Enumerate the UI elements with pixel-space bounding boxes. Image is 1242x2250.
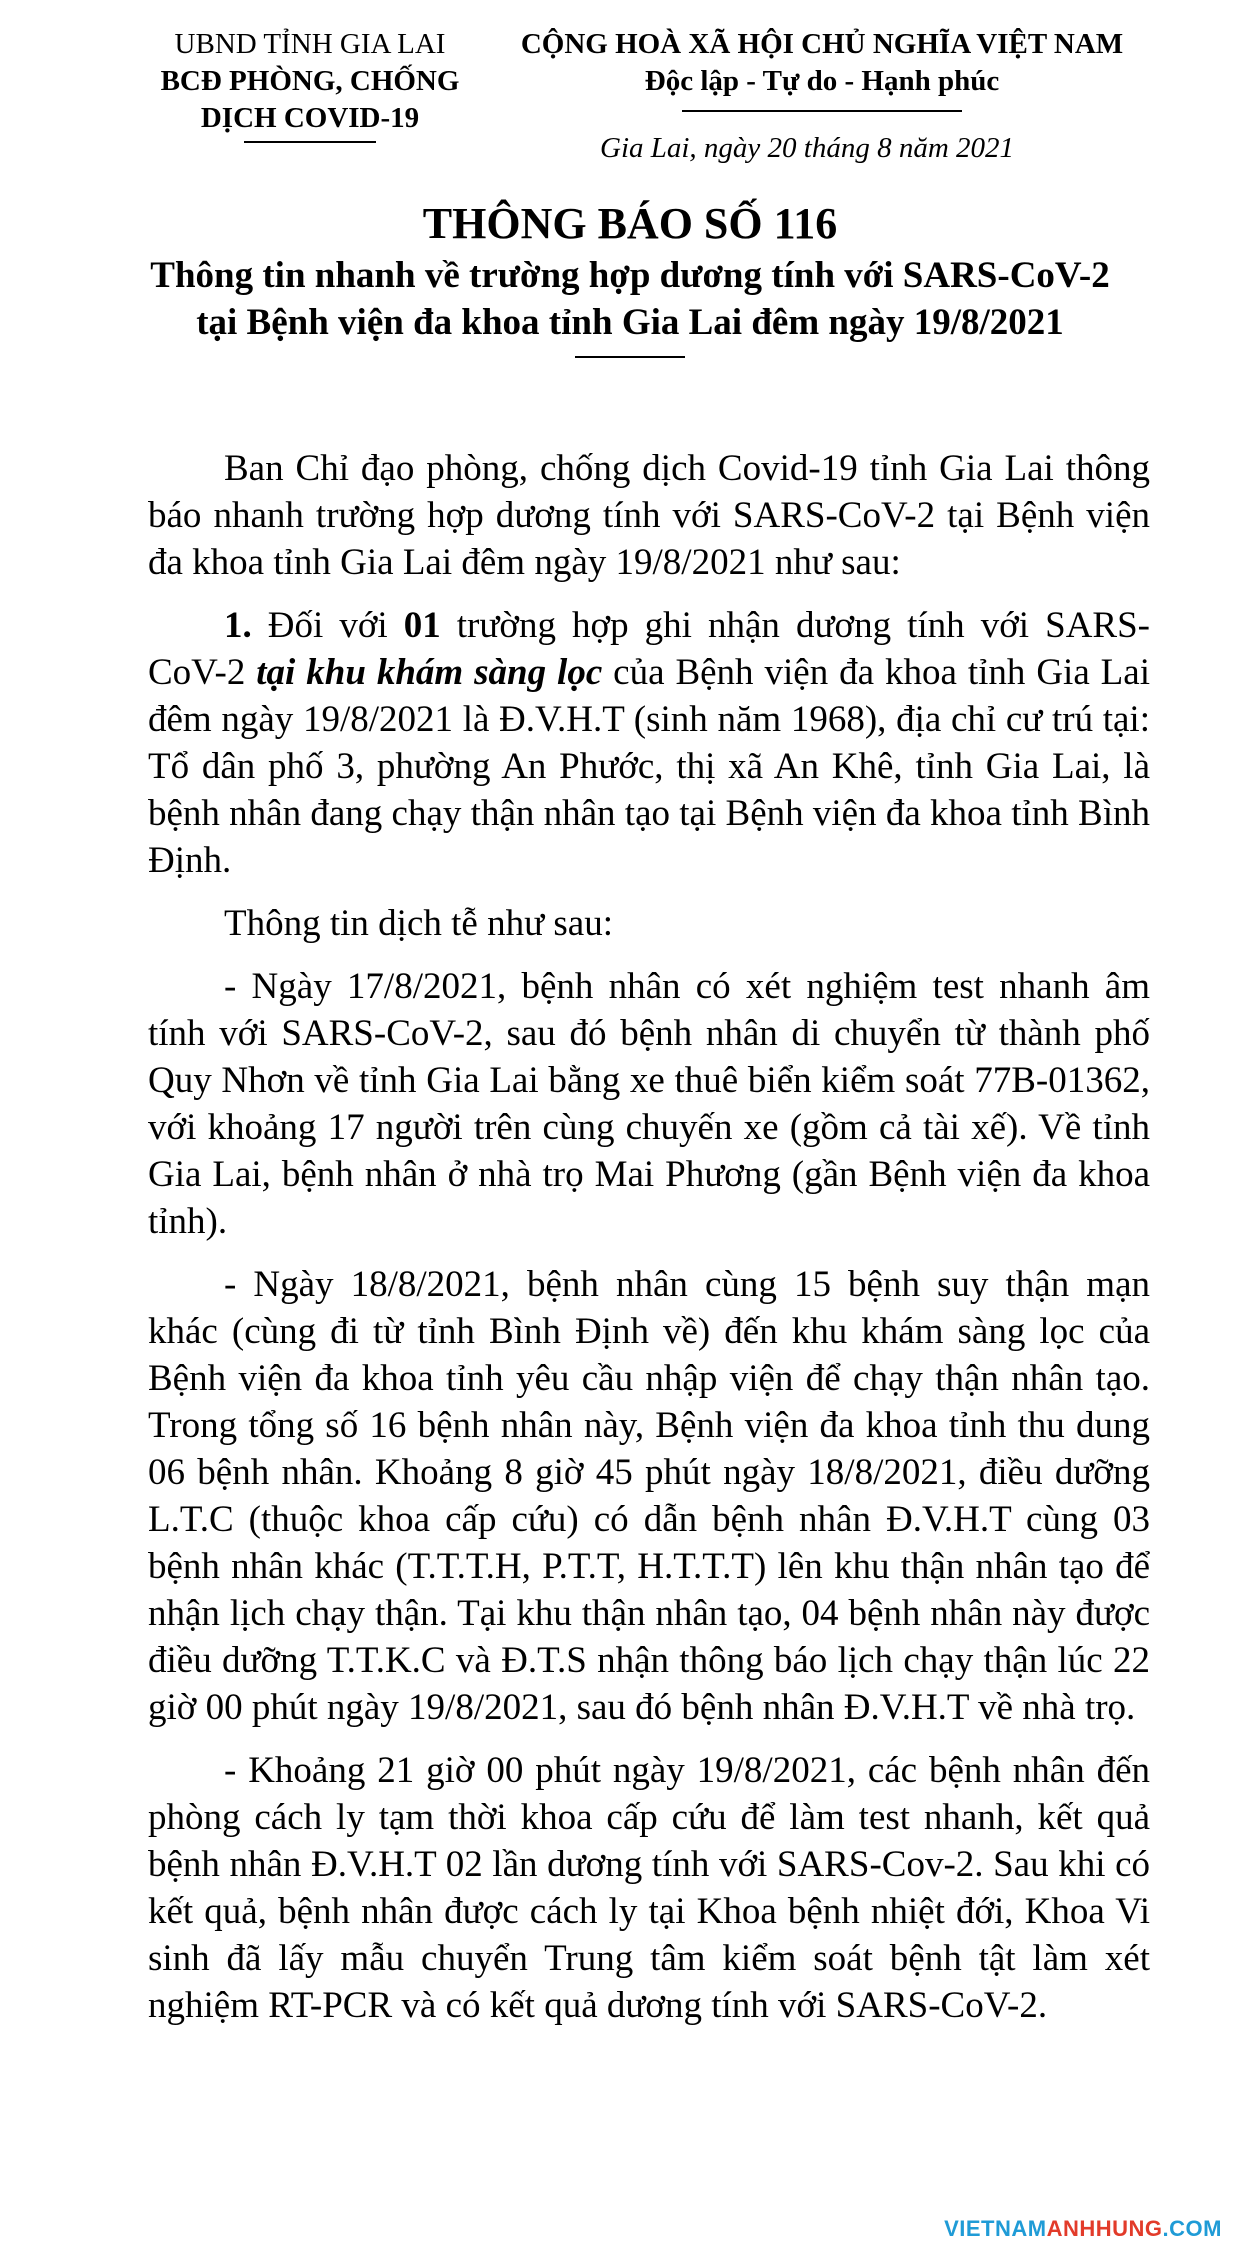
case-number: 1.	[224, 605, 252, 646]
watermark	[944, 2216, 1222, 2242]
paragraph-epidemiology-2: - Ngày 18/8/2021, bệnh nhân cùng 15 bệnh suy thận mạn khác (cùng đi từ tỉnh Bình Định về) đến khu khám sàng lọc của Bệnh viện đa khoa tỉnh yêu cầu nhập viện để chạy thận nhân tạo. Trong tổng số 16 bệnh nhân này, Bệnh viện đa khoa tỉnh thu dung 06 bệnh nhân. Khoảng 8 giờ 45 phút ngày 18/8/2021, điều dưỡng L.T.C (thuộc khoa cấp cứu) có dẫn bệnh nhân Đ.V.H.T cùng 03 bệnh nhân khác (T.T.T.H, P.T.T, H.T.T.T) lên khu thận nhân tạo để nhận lịch chạy thận. Tại khu thận nhân tạo, 04 bệnh nhân này được điều dưỡng T.T.K.C và Đ.T.S nhận thông báo lịch chạy thận lúc 22 giờ 00 phút ngày 19/8/2021, sau đó bệnh nhân Đ.V.H.T về nhà trọ.	[148, 1264, 1150, 1728]
paragraph-epidemiology-heading: Thông tin dịch tễ như sau:	[224, 903, 613, 944]
agency-line-3: DỊCH COVID-19	[200, 102, 420, 134]
motto-underline	[682, 110, 962, 112]
watermark-part-1: VIETNAM	[944, 2216, 1047, 2241]
case-location-emphasis: tại khu khám sàng lọc	[256, 652, 603, 693]
title-block	[130, 196, 1130, 358]
title-underline	[575, 356, 685, 358]
document-subtitle-1: Thông tin nhanh về trường hợp dương tính với SARS-CoV-2	[150, 255, 1110, 296]
paragraph-epidemiology-1: - Ngày 17/8/2021, bệnh nhân có xét nghiệm test nhanh âm tính với SARS-CoV-2, sau đó bệnh nhân di chuyển từ thành phố Quy Nhơn về tỉnh Gia Lai bằng xe thuê biển kiểm soát 77B-01362, với khoảng 17 người trên cùng chuyến xe (gồm cả tài xế). Về tỉnh Gia Lai, bệnh nhân ở nhà trọ Mai Phương (gần Bệnh viện đa khoa tỉnh).	[148, 966, 1150, 1242]
agency-line-2: BCĐ PHÒNG, CHỐNG	[160, 65, 460, 97]
national-name: CỘNG HOÀ XÃ HỘI CHỦ NGHĨA VIỆT NAM	[520, 28, 1124, 60]
document-body	[148, 445, 1150, 2045]
case-text-c: của Bệnh viện đa khoa tỉnh Gia Lai đêm ngày 19/8/2021 là Đ.V.H.T (sinh năm 1968), địa chỉ cư trú tại: Tổ dân phố 3, phường An Phước, thị xã An Khê, tỉnh Gia Lai, là bệnh nhân đang chạy thận nhân tạo tại Bệnh viện đa khoa tỉnh Bình Định.	[148, 652, 1150, 881]
document-title: THÔNG BÁO SỐ 116	[422, 199, 838, 248]
case-text-b: trường hợp ghi nhận dương tính với SARS-CoV-2	[148, 605, 1150, 693]
paragraph-intro: Ban Chỉ đạo phòng, chống dịch Covid-19 tỉnh Gia Lai thông báo nhanh trường hợp dương tính với SARS-CoV-2 tại Bệnh viện đa khoa tỉnh Gia Lai đêm ngày 19/8/2021 như sau:	[148, 448, 1150, 583]
case-count: 01	[403, 605, 441, 646]
agency-line-1: UBND TỈNH GIA LAI	[174, 28, 446, 60]
place-date: Gia Lai, ngày 20 tháng 8 năm 2021	[600, 132, 1015, 164]
national-motto: Độc lập - Tự do - Hạnh phúc	[644, 65, 1000, 97]
document-subtitle-2: tại Bệnh viện đa khoa tỉnh Gia Lai đêm ngày 19/8/2021	[196, 302, 1064, 343]
watermark-part-2: ANHHUNG	[1046, 2216, 1163, 2241]
watermark-part-3: .COM	[1162, 2216, 1222, 2241]
issuing-agency-block	[120, 26, 500, 143]
case-text-a: Đối với	[251, 605, 404, 646]
paragraph-case-1	[148, 602, 1150, 884]
national-motto-block	[462, 26, 1182, 112]
agency-underline	[244, 141, 376, 143]
paragraph-epidemiology-3: - Khoảng 21 giờ 00 phút ngày 19/8/2021, các bệnh nhân đến phòng cách ly tạm thời khoa cấp cứu để làm test nhanh, kết quả bệnh nhân Đ.V.H.T 02 lần dương tính với SARS-Cov-2. Sau khi có kết quả, bệnh nhân được cách ly tại Khoa bệnh nhiệt đới, Khoa Vi sinh đã lấy mẫu chuyển Trung tâm kiểm soát bệnh tật làm xét nghiệm RT-PCR và có kết quả dương tính với SARS-CoV-2.	[148, 1750, 1150, 2026]
